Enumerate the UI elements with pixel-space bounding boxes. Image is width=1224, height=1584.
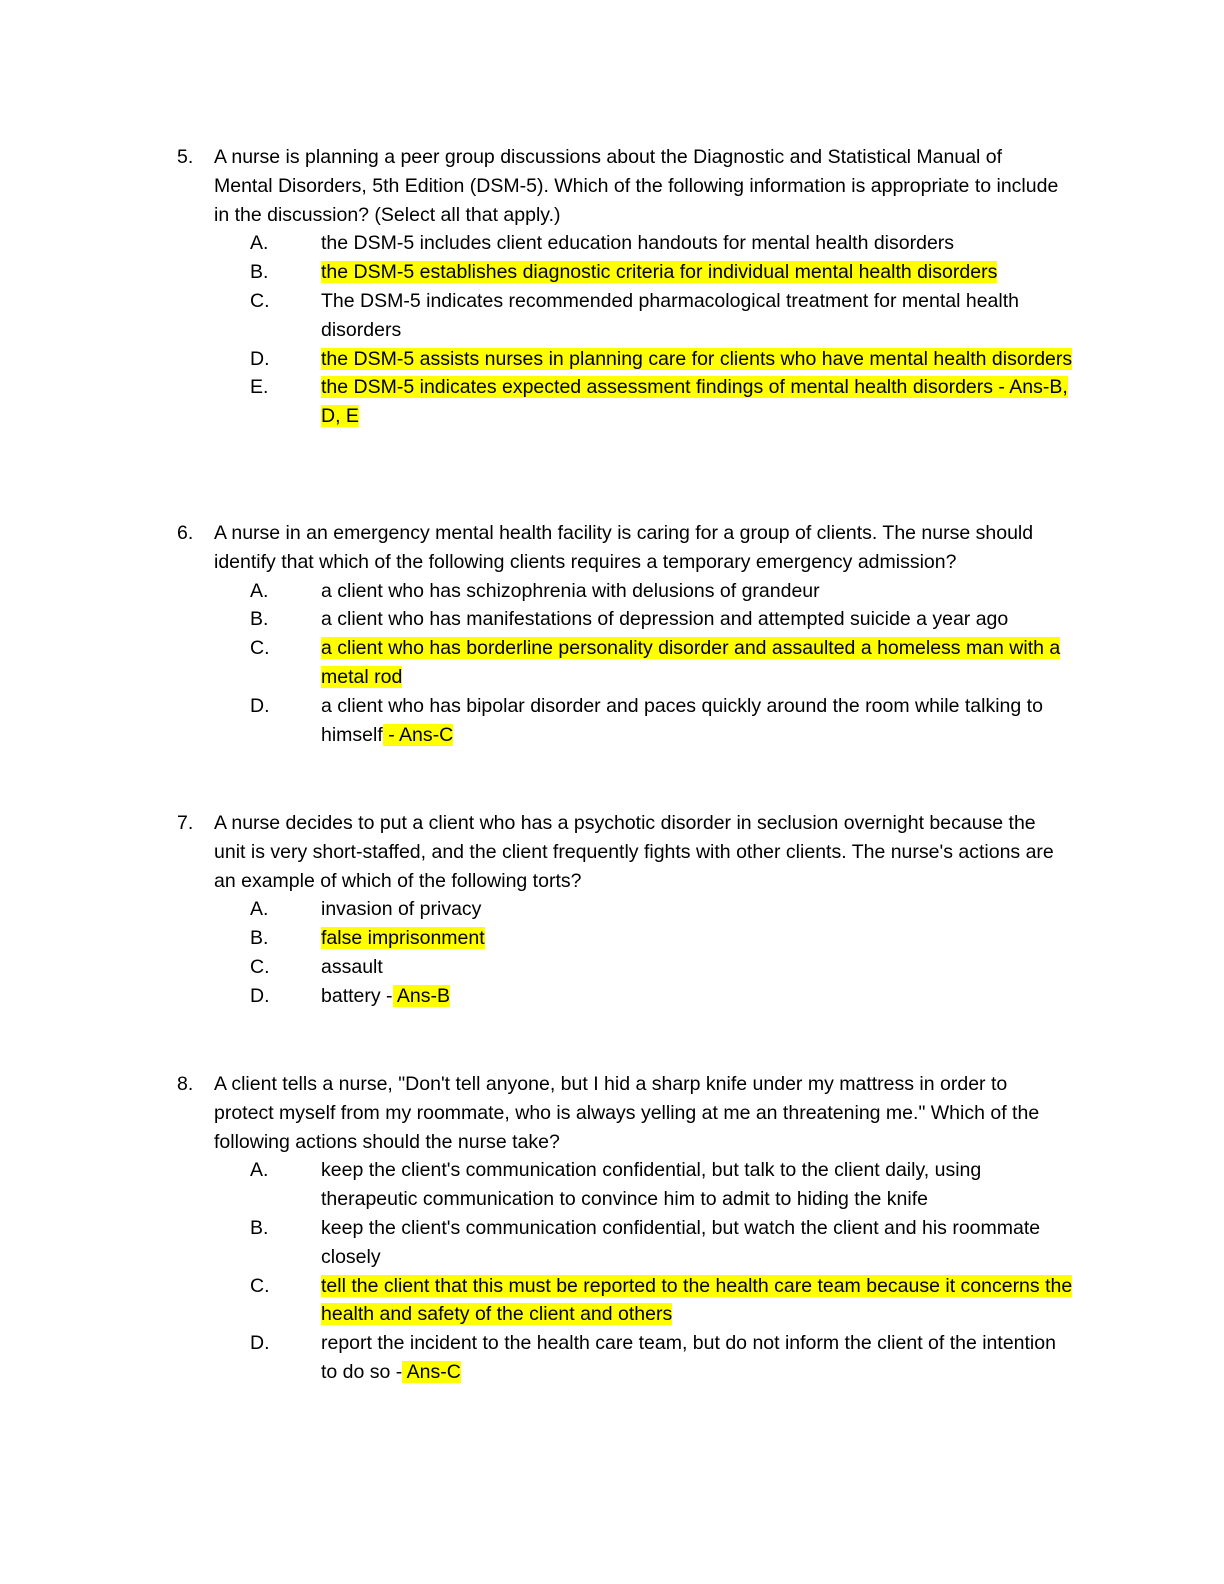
option-text: keep the client's communication confidential, but watch the client and his roommate closely [321,1216,1041,1268]
option-c [177,634,1077,692]
option-a [177,895,1077,924]
question-text: A nurse decides to put a client who has a psychotic disorder in seclusion overnight because the unit is very short-staffed, and the client frequently fights with other clients. The nurse's actions are an example of which of the following torts? [214,812,1054,892]
option-letter: C. [250,637,270,660]
option-c [177,953,1077,982]
option-a [177,577,1077,606]
option-d [177,345,1077,374]
option-text: report the incident to the health care team, but do not inform the client of the intention to do so - [321,1332,1056,1383]
option-letter: A. [250,579,269,602]
option-text: a client who has bipolar disorder and paces quickly around the room while talking to himself [321,694,1043,746]
option-b [177,1214,1077,1272]
question-number: 8. [177,1073,194,1095]
question-6 [177,519,1077,749]
option-text: assault [321,955,383,978]
option-letter: B. [250,1216,269,1239]
option-d [177,982,1077,1011]
option-letter: D. [250,347,270,370]
option-text-highlighted: the DSM-5 indicates expected assessment findings of mental health disorders - Ans-B, D, E [321,376,1068,428]
option-text: keep the client's communication confidential, but talk to the client daily, using therapeutic communication to convince him to admit to hiding the knife [321,1159,982,1211]
question-5 [177,143,1077,431]
option-letter: D. [250,694,270,717]
answer-key: Ans-C [402,1360,461,1383]
option-text-highlighted: the DSM-5 assists nurses in planning care for clients who have mental health disorders [321,347,1073,370]
question-number: 6. [177,522,194,544]
question-text: A client tells a nurse, "Don't tell anyone, but I hid a sharp knife under my mattress in order to protect myself from my roommate, who is always yelling at me an threatening me." Which of the following actions should the nurse take? [214,1073,1040,1153]
option-letter: D. [250,1332,270,1355]
option-text: a client who has schizophrenia with delusions of grandeur [321,579,820,602]
option-text: The DSM-5 indicates recommended pharmacological treatment for mental health disorders [321,289,1020,341]
option-letter: B. [250,261,269,284]
option-text: battery - [321,984,393,1007]
option-text-highlighted: the DSM-5 establishes diagnostic criteria for individual mental health disorders [321,261,998,284]
option-e [177,373,1077,431]
option-a [177,1156,1077,1214]
question-number: 7. [177,812,194,834]
option-letter: C. [250,289,270,312]
question-text: A nurse is planning a peer group discussions about the Diagnostic and Statistical Manual of Mental Disorders, 5th Edition (DSM-5). Which of the following information is appropriate to include in the discussion? (Select all that apply.) [214,146,1059,226]
option-letter: C. [250,955,270,978]
option-b [177,605,1077,634]
option-letter: B. [250,608,269,631]
option-text-highlighted: a client who has borderline personality disorder and assaulted a homeless man with a metal rod [321,637,1061,688]
option-letter: B. [250,927,269,950]
option-letter: C. [250,1274,270,1297]
question-text: A nurse in an emergency mental health facility is caring for a group of clients. The nurse should identify that which of the following clients requires a temporary emergency admission? [214,522,1034,573]
option-letter: A. [250,232,269,255]
option-text: the DSM-5 includes client education handouts for mental health disorders [321,232,955,255]
answer-key: Ans-B [392,984,450,1007]
answer-key: - Ans-C [382,723,454,746]
option-letter: A. [250,898,269,921]
option-letter: E. [250,376,269,399]
question-number: 5. [177,146,194,168]
option-text: a client who has manifestations of depression and attempted suicide a year ago [321,608,1009,631]
option-letter: D. [250,984,270,1007]
option-letter: A. [250,1159,269,1182]
question-stem [177,809,1077,895]
option-text-highlighted: false imprisonment [321,927,485,950]
question-stem [177,519,1077,577]
option-a [177,229,1077,258]
option-b [177,258,1077,287]
option-b [177,924,1077,953]
option-c [177,1272,1077,1330]
option-text-highlighted: tell the client that this must be reported to the health care team because it concerns the health and safety of the client and others [321,1274,1073,1326]
option-d [177,1329,1077,1387]
option-text: invasion of privacy [321,898,482,921]
option-c [177,287,1077,345]
question-8 [177,1070,1077,1387]
question-stem [177,1070,1077,1156]
question-stem [177,143,1077,229]
question-7 [177,809,1077,1011]
option-d [177,692,1077,750]
